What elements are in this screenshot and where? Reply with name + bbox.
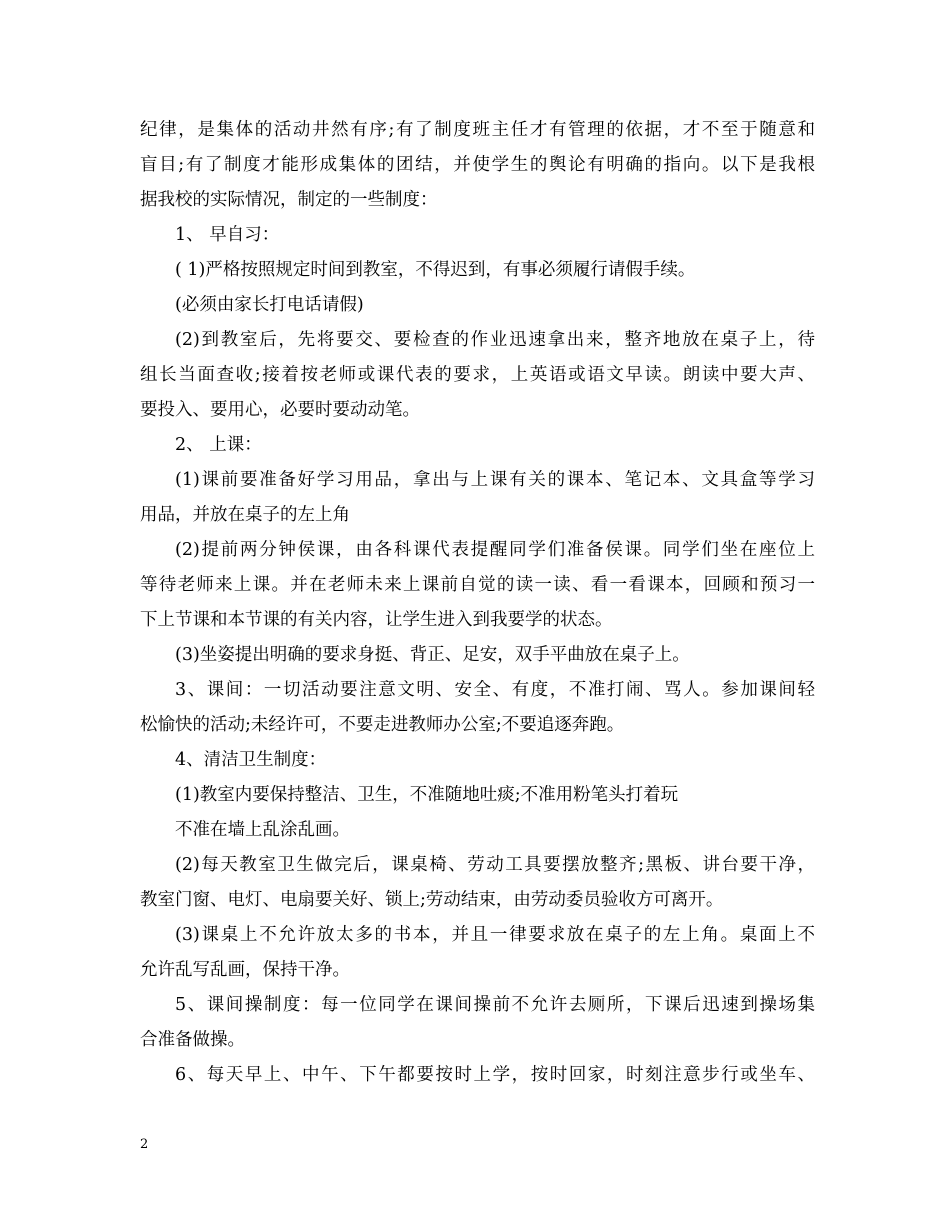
page-number: 2: [140, 1137, 149, 1152]
text-line: 据我校的实际情况，制定的一些制度：: [140, 190, 438, 210]
text-line: ( 1)严格按照规定时间到教室，不得迟到，有事必须履行请假手续。: [175, 260, 696, 280]
text-line: 下上节课和本节课的有关内容，让学生进入到我要学的状态。: [140, 610, 613, 630]
text-line: 合准备做操。: [140, 1030, 245, 1050]
section-heading: 5、课间操制度：每一位同学在课间操前不允许去厕所，下课后迅速到操场集: [175, 995, 815, 1015]
text-line: 纪律，是集体的活动井然有序;有了制度班主任才有管理的依据，才不至于随意和: [140, 120, 815, 140]
text-line: 允许乱写乱画，保持干净。: [140, 960, 350, 980]
text-line: (必须由家长打电话请假): [175, 295, 364, 315]
text-line: 盲目;有了制度才能形成集体的团结，并使学生的舆论有明确的指向。以下是我根: [140, 155, 815, 175]
text-line: (1)教室内要保持整洁、卫生，不准随地吐痰;不准用粉笔头打着玩: [175, 785, 679, 805]
section-heading: 1、 早自习：: [175, 225, 280, 245]
section-heading: 4、清洁卫生制度：: [175, 750, 327, 770]
text-line: (1)课前要准备好学习用品，拿出与上课有关的课本、笔记本、文具盒等学习: [175, 470, 815, 490]
text-line: 松愉快的活动;未经许可，不要走进教师办公室;不要追逐奔跑。: [140, 715, 625, 735]
text-line: 不准在墙上乱涂乱画。: [175, 820, 350, 840]
text-line: 要投入、要用心，必要时要动动笔。: [140, 400, 420, 420]
text-line: 组长当面查收;接着按老师或课代表的要求，上英语或语文早读。朗读中要大声、: [140, 365, 815, 385]
section-heading: 2、 上课：: [175, 435, 262, 455]
section-heading: 3、课间：一切活动要注意文明、安全、有度，不准打闹、骂人。参加课间轻: [175, 680, 815, 700]
text-line: 用品，并放在桌子的左上角: [140, 505, 350, 525]
text-line: (2)提前两分钟侯课，由各科课代表提醒同学们准备侯课。同学们坐在座位上: [175, 540, 815, 560]
document-body: [140, 113, 815, 1093]
text-line: 教室门窗、电灯、电扇要关好、锁上;劳动结束，由劳动委员验收方可离开。: [140, 890, 724, 910]
section-heading: 6、每天早上、中午、下午都要按时上学，按时回家，时刻注意步行或坐车、: [175, 1065, 815, 1085]
text-line: (3)坐姿提出明确的要求身挺、背正、足安，双手平曲放在桌子上。: [175, 645, 690, 665]
text-line: (2)到教室后，先将要交、要检查的作业迅速拿出来，整齐地放在桌子上，待: [175, 330, 815, 350]
text-line: 等待老师来上课。并在老师未来上课前自觉的读一读、看一看课本，回顾和预习一: [140, 575, 815, 595]
text-line: (2)每天教室卫生做完后，课桌椅、劳动工具要摆放整齐;黑板、讲台要干净，: [175, 855, 815, 875]
text-line: (3)课桌上不允许放太多的书本，并且一律要求放在桌子的左上角。桌面上不: [175, 925, 815, 945]
